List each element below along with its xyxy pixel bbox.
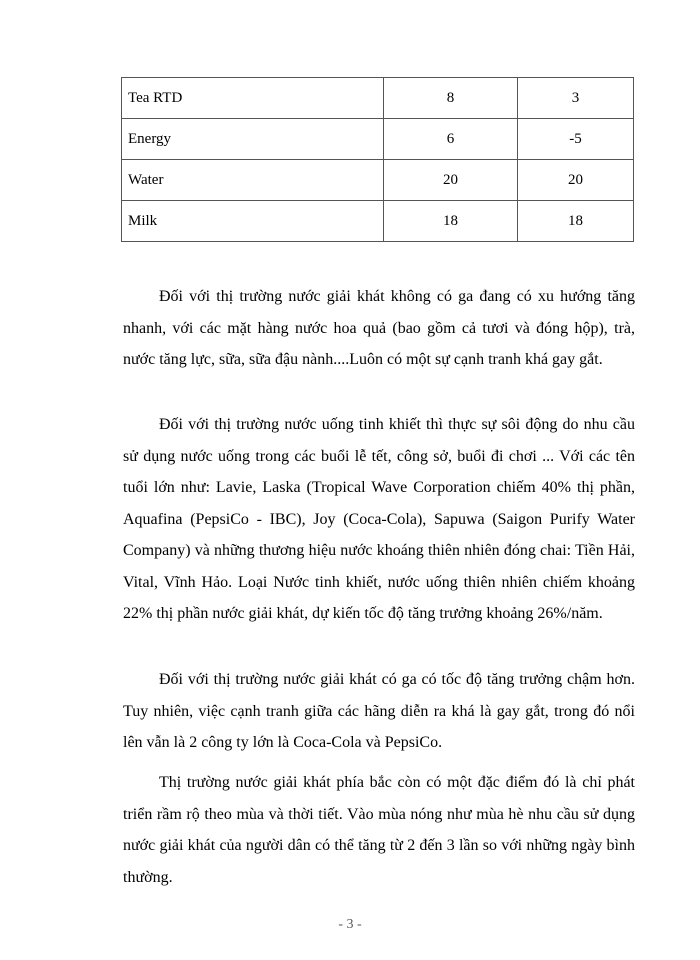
table-row xyxy=(122,78,634,119)
table-cell-value: 20 xyxy=(518,160,634,201)
table-cell-category: Tea RTD xyxy=(122,78,384,119)
table-cell-value: 3 xyxy=(518,78,634,119)
table-cell-category: Energy xyxy=(122,119,384,160)
table-cell-value: -5 xyxy=(518,119,634,160)
table-row xyxy=(122,119,634,160)
page-number: - 3 - xyxy=(338,917,362,932)
table-cell-value: 8 xyxy=(384,78,518,119)
paragraph-carbonated: Đối với thị trường nước giải khát có ga có tốc độ tăng trưởng chậm hơn. Tuy nhiên, việc cạnh tranh giữa các hãng diễn ra khá là gay gắt, trong đó nổi lên vẫn là 2 công ty lớn là Coca-Cola và PepsiCo. xyxy=(123,671,635,751)
table-cell-value: 18 xyxy=(384,201,518,242)
table-cell-category: Water xyxy=(122,160,384,201)
paragraph-purified-water: Đối với thị trường nước uống tinh khiết thì thực sự sôi động do nhu cầu sử dụng nước uống trong các buổi lễ tết, công sở, buổi đi chơi ... Với các tên tuổi lớn như: Lavie, Laska (Tropical Wave Corporation chiếm 40% thị phần, Aquafina (PepsiCo - IBC), Joy (Coca-Cola), Sapuwa (Saigon Purify Water Company) và những thương hiệu nước khoáng thiên nhiên đóng chai: Tiền Hải, Vital, Vĩnh Hảo. Loại Nước tinh khiết, nước uống thiên nhiên chiếm khoảng 22% thị phần nước giải khát, dự kiến tốc độ tăng trưởng khoảng 26%/năm. xyxy=(123,416,635,622)
paragraph-non-carbonated: Đối với thị trường nước giải khát không có ga đang có xu hướng tăng nhanh, với các mặt hàng nước hoa quả (bao gồm cả tươi và đóng hộp), trà, nước tăng lực, sữa, sữa đậu nành....Luôn có một sự cạnh tranh khá gay gắt. xyxy=(123,288,635,368)
table-cell-value: 18 xyxy=(518,201,634,242)
paragraph-northern-market: Thị trường nước giải khát phía bắc còn có một đặc điểm đó là chỉ phát triển rầm rộ theo mùa và thời tiết. Vào mùa nóng như mùa hè nhu cầu sử dụng nước giải khát của người dân có thể tăng từ 2 đến 3 lần so với những ngày bình thường. xyxy=(123,774,635,886)
table-cell-category: Milk xyxy=(122,201,384,242)
table-cell-value: 20 xyxy=(384,160,518,201)
table-row xyxy=(122,201,634,242)
beverage-growth-table xyxy=(121,77,634,242)
table-row xyxy=(122,160,634,201)
table-cell-value: 6 xyxy=(384,119,518,160)
